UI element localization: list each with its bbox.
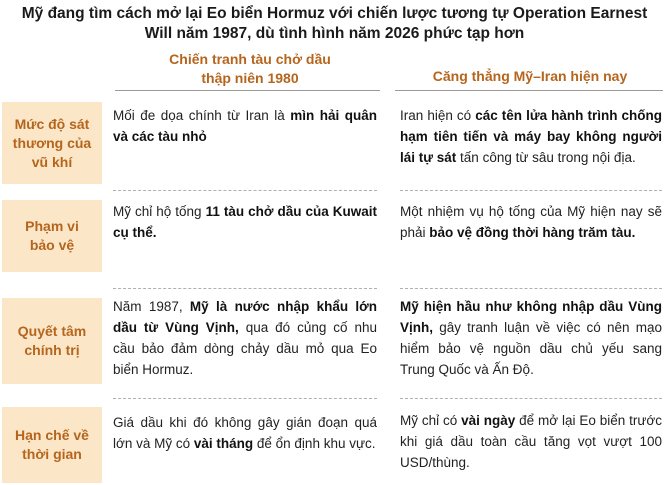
bold-text-segment: Mỹ là nước nhập khẩu lớn dầu từ Vùng Vịnh,: [113, 299, 377, 335]
text-segment: gây tranh luận về việc có nên mạo hiểm bảo vệ nguồn dầu chủ yếu sang Trung Quốc và Ấn Độ.: [400, 320, 662, 377]
row-separator: [113, 288, 377, 289]
row-label-line: Mức độ sát: [14, 115, 90, 132]
header-divider-left: [115, 90, 380, 91]
text-segment: Mối đe dọa chính từ Iran là: [113, 108, 291, 123]
row-separator: [400, 288, 662, 289]
text-segment: Mỹ chỉ hộ tống: [113, 204, 206, 219]
row-label-line: Hạn chế về: [15, 427, 89, 443]
bold-text-segment: vài tháng: [193, 436, 254, 451]
text-segment: để ổn định khu vực.: [253, 436, 376, 451]
row-label-line: thương của: [12, 134, 92, 151]
bold-text-segment: các tên lửa hành trình chống hạm tiên tiến và máy bay không người lái tự sát: [400, 108, 663, 165]
cell-current-protection-scope: [400, 201, 662, 243]
text-segment: tấn công từ sâu trong nội địa.: [456, 150, 636, 165]
text-segment: Giá dầu khi đó không gây gián đoạn quá lớn và Mỹ có: [113, 415, 377, 451]
header-divider-right: [395, 90, 663, 91]
bold-text-segment: vài ngày: [461, 413, 516, 428]
cell-current-time-constraint: [400, 410, 662, 473]
row-label-line: thời gian: [22, 446, 82, 462]
cell-1980s-time-constraint: [113, 412, 377, 454]
column-header-1980s-line2: thập niên 1980: [201, 70, 299, 86]
cell-1980s-protection-scope: [113, 201, 377, 243]
row-label-line: Phạm vi: [25, 218, 79, 234]
row-label-time-constraint: [2, 407, 102, 483]
cell-1980s-political-will: [113, 296, 377, 380]
text-segment: để mở lại Eo biển trước khi giá dầu toàn cầu tăng vọt vượt 100 USD/thùng.: [400, 413, 662, 470]
column-header-1980s-line1: Chiến tranh tàu chở dầu: [169, 51, 331, 67]
row-label-line: bảo vệ: [29, 237, 75, 253]
text-segment: Iran hiện có: [400, 108, 476, 123]
row-label-protection-scope: [2, 200, 102, 272]
row-separator: [400, 190, 662, 191]
bold-text-segment: bảo vệ đồng thời hàng trăm tàu.: [429, 225, 636, 240]
cell-current-weapon-lethality: [400, 105, 662, 168]
bold-text-segment: 11 tàu chở dầu của Kuwait cụ thể.: [113, 204, 377, 240]
cell-current-political-will: [400, 296, 662, 380]
text-segment: qua đó củng cố nhu cầu bảo đảm dòng chảy dầu mỏ qua Eo biển Hormuz.: [113, 320, 377, 377]
row-label-line: chính trị: [24, 342, 80, 358]
row-label-line: Quyết tâm: [17, 323, 87, 339]
bold-text-segment: mìn hải quân và các tàu nhỏ: [113, 108, 377, 144]
cell-1980s-weapon-lethality: [113, 105, 377, 147]
row-separator: [113, 398, 377, 399]
row-label-line: vũ khí: [31, 153, 73, 170]
row-label-political-will: [2, 298, 102, 384]
row-separator: [113, 190, 377, 191]
column-header-current: Căng thẳng Mỹ–Iran hiện nay: [432, 68, 628, 84]
row-separator: [400, 398, 662, 399]
text-segment: Năm 1987,: [113, 299, 190, 314]
text-segment: Một nhiệm vụ hộ tống của Mỹ hiện nay sẽ phải: [400, 204, 662, 240]
page-title: Mỹ đang tìm cách mở lại Eo biển Hormuz với chiến lược tương tự Operation Earnest Will năm 1987, dù tình hình năm 2026 phức tạp hơn: [21, 5, 648, 42]
column-header-1980s: [130, 50, 370, 88]
text-segment: Mỹ chỉ có: [400, 413, 462, 428]
row-label-weapon-lethality: [2, 102, 102, 184]
bold-text-segment: Mỹ hiện hầu như không nhập dầu Vùng Vịnh,: [400, 299, 662, 335]
